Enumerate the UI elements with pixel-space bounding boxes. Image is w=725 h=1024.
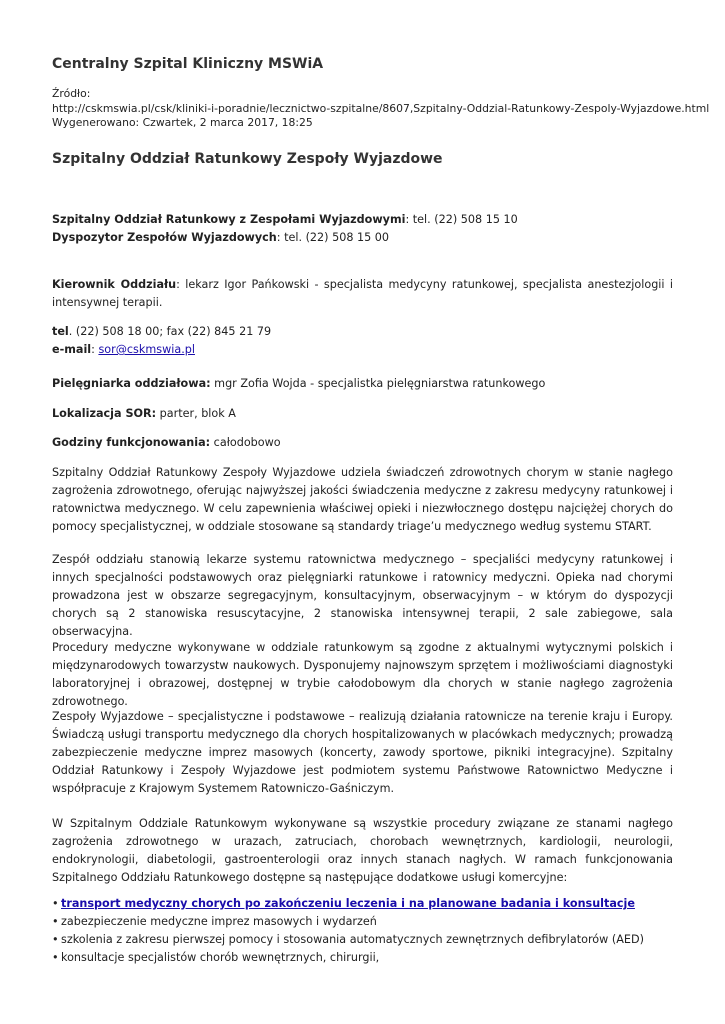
head-of-department [52,276,673,312]
paragraph: Szpitalny Oddział Ratunkowy Zespoły Wyjazdowe udziela świadczeń zdrowotnych chorym w stanie nagłego zagrożenia zdrowotnego, oferując najwyższej jakości świadczenia medyczne z zakresu medycyny ratunkowej i ratownictwa medycznego. W celu zapewnienia właściwej opieki i niezwłocznego dostępu najciężej chorych do pomocy specjalistycznej, w oddziale stosowane są standardy triage’u medycznego według systemu START. [52,466,673,533]
nurse-block [52,375,673,393]
paragraph: W Szpitalnym Oddziale Ratunkowym wykonywane są wszystkie procedury związane ze stanami nagłego zagrożenia zdrowotnego w urazach, zatruciach, chorobach wewnętrznych, kardiologii, neurologii, endokrynologii, diabetologii, gastroenterologii oraz innych stanach nagłych. W ramach funkcjonowania Szpitalnego Oddziału Ratunkowego dostępne są następujące dodatkowe usługi komercyjne: [52,817,673,884]
hours-text: całodobowo [210,436,281,449]
head-text: : lekarz Igor Pańkowski - specjalista medycyny ratunkowej, specjalista anestezjologii i intensywnej terapii. [52,278,673,309]
paragraph-2-block [52,551,673,641]
source-meta [52,87,710,131]
page-title: Szpitalny Oddział Ratunkowy Zespoły Wyjazdowe [52,151,443,167]
nurse-text: mgr Zofia Wojda - specjalistka pielęgniarstwa ratunkowego [210,377,546,390]
head-label: Kierownik Oddziału [52,278,177,291]
sor-phone-line [52,211,673,229]
location-text: parter, blok A [156,407,236,420]
source-label: Źródło: [52,87,91,100]
source-url: http://cskmswia.pl/csk/kliniki-i-poradnie/lecznictwo-szpitalne/8607,Szpitalny-Oddzial-Ratunkowy-Zespoly-Wyjazdowe.html [52,101,710,115]
paragraph-1-block [52,464,673,536]
phone-block [52,323,673,359]
services-list [52,895,692,967]
paragraph-4-block [52,708,673,798]
tel-label: tel [52,325,69,338]
transport-service-link[interactable]: transport medyczny chorych po zakończeniu leczenia i na planowane badania i konsultacje [61,897,635,910]
hours-line [52,434,673,452]
list-item: • konsultacje specjalistów chorób wewnętrznych, chirurgii, [52,949,692,967]
generated-date: Wygenerowano: Czwartek, 2 marca 2017, 18:25 [52,116,313,129]
hours-label: Godziny funkcjonowania: [52,436,211,449]
paragraph: Zespół oddziału stanowią lekarze systemu ratownictwa medycznego – specjaliści medycyny ratunkowej i innych specjalności podstawowych oraz pielęgniarki ratunkowe i ratownicy medyczni. Opieka nad chorymi prowadzona jest w obszarze segregacyjnym, konsultacyjnym, obserwacyjnym – w którym do dyspozycji chorych są 2 stanowiska resuscytacyjne, 2 stanowiska intensywnej terapii, 2 sale zabiegowe, sala obserwacyjna. [52,553,673,638]
email-line [52,341,673,359]
tel-text: . (22) 508 18 00; fax (22) 845 21 79 [68,325,272,338]
location-line [52,405,673,423]
hours-block [52,434,673,452]
sor-label: Szpitalny Oddział Ratunkowy z Zespołami Wyjazdowymi [52,213,406,226]
list-item: • zabezpieczenie medyczne imprez masowych i wydarzeń [52,913,692,931]
list-item: • szkolenia z zakresu pierwszej pomocy i stosowania automatycznych zewnętrznych defibrylatorów (AED) [52,931,692,949]
email-link[interactable]: sor@cskmswia.pl [98,343,195,356]
hospital-name: Centralny Szpital Kliniczny MSWiA [52,56,324,72]
email-sep: : [91,343,99,356]
email-label: e-mail [52,343,92,356]
head-block [52,276,673,312]
paragraph: Zespoły Wyjazdowe – specjalistyczne i podstawowe – realizują działania ratownicze na terenie kraju i Europy. Świadczą usługi transportu medycznego dla chorych hospitalizowanych w placówkach medycznych; prowadzą zabezpieczenie medyczne imprez masowych (koncerty, zawody sportowe, pikniki integracyjne). Szpitalny Oddział Ratunkowy i Zespoły Wyjazdowe jest podmiotem systemu Państwowe Ratownictwo Medyczne i współpracuje z Krajowym Systemem Ratowniczo-Gaśniczym. [52,710,673,795]
tel-line [52,323,673,341]
paragraph-3-block [52,639,673,711]
dispatcher-phone-line [52,229,673,247]
dispatcher-phone: : tel. (22) 508 15 00 [276,231,390,244]
location-block [52,405,673,423]
paragraph: Procedury medyczne wykonywane w oddziale ratunkowym są zgodne z aktualnymi wytycznymi polskich i międzynarodowych towarzystw naukowych. Dysponujemy najnowszym sprzętem i możliwościami diagnostyki laboratoryjnej i obrazowej, dostępnej w trybie całodobowym dla chorych w stanie nagłego zagrożenia zdrowotnego. [52,641,673,708]
dispatcher-label: Dyspozytor Zespołów Wyjazdowych [52,231,277,244]
location-label: Lokalizacja SOR: [52,407,157,420]
nurse-label: Pielęgniarka oddziałowa: [52,377,211,390]
sor-phone: : tel. (22) 508 15 10 [405,213,518,226]
nurse-line [52,375,673,393]
contact-block [52,211,673,247]
list-item [52,895,692,913]
paragraph-5-block [52,815,673,887]
